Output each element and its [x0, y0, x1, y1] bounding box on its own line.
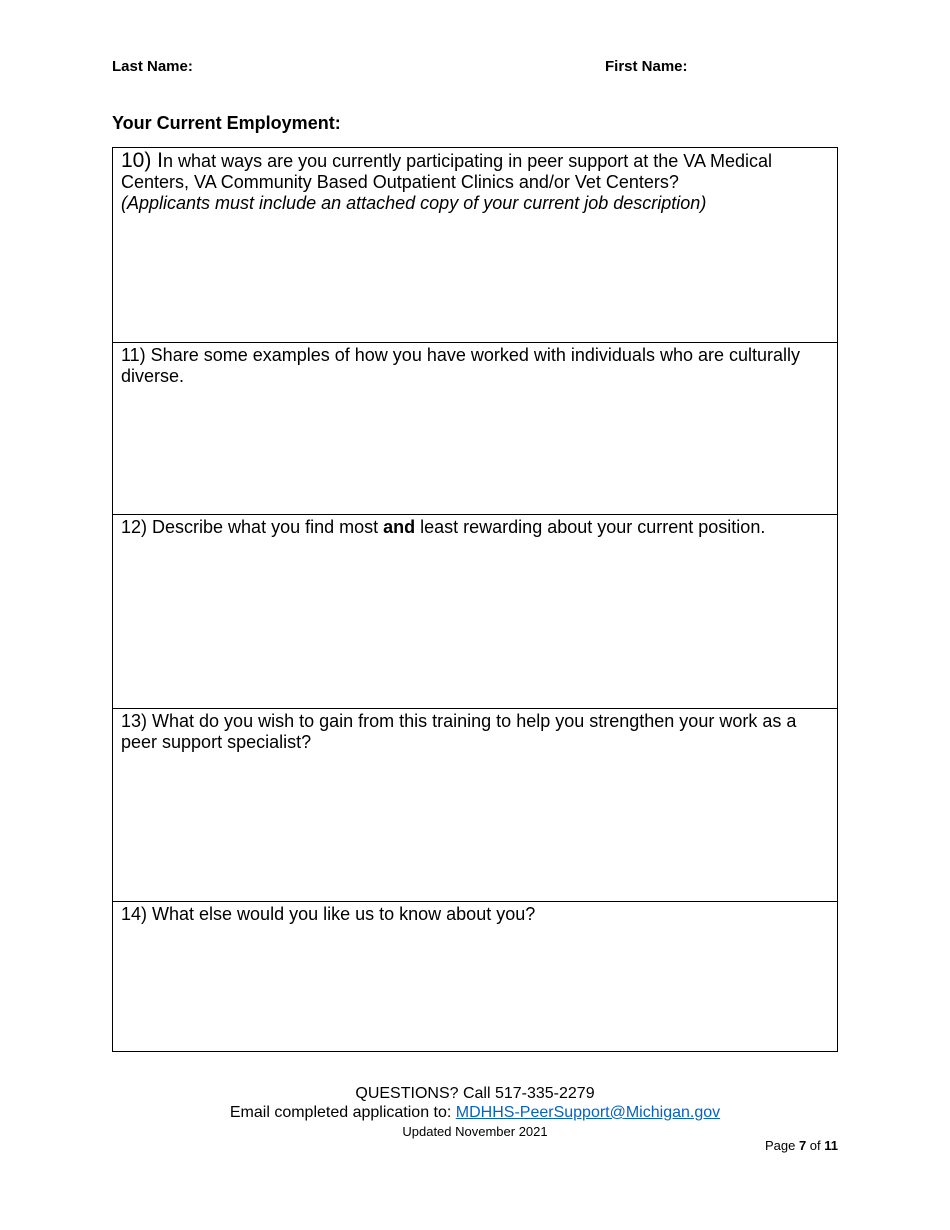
page-total: 11 — [824, 1138, 838, 1153]
email-link[interactable]: MDHHS-PeerSupport@Michigan.gov — [455, 1104, 721, 1121]
question-10-text: n what ways are you currently participating in peer support at the VA Medical Centers, VA Community Based Outpatient Clinics and/or Vet Centers? — [121, 151, 773, 192]
question-12-box[interactable] — [113, 514, 837, 708]
question-10-note: (Applicants must include an attached copy of your current job description) — [121, 193, 707, 213]
page-of: of — [806, 1138, 825, 1153]
first-name-label: First Name: — [605, 58, 688, 75]
question-14-box[interactable] — [113, 901, 837, 1051]
section-title: Your Current Employment: — [112, 113, 341, 133]
question-12-text-bold: and — [383, 517, 416, 537]
question-11-box[interactable] — [113, 342, 837, 514]
last-name-label: Last Name: — [112, 58, 193, 75]
question-10-box[interactable] — [113, 148, 837, 342]
page-current: 7 — [798, 1138, 807, 1153]
question-13-text: 13) What do you wish to gain from this training to help you strengthen your work as a peer support specialist? — [121, 711, 797, 752]
updated-date: Updated November 2021 — [402, 1124, 548, 1139]
question-14-text: 14) What else would you like us to know about you? — [121, 904, 536, 924]
email-prefix: Email completed application to: — [229, 1104, 456, 1121]
questions-phone-line: QUESTIONS? Call 517-335-2279 — [355, 1085, 595, 1102]
question-11-text: 11) Share some examples of how you have worked with individuals who are culturally diverse. — [121, 345, 801, 386]
page-prefix: Page — [764, 1138, 799, 1153]
question-12-text-before: 12) Describe what you find most — [121, 517, 384, 537]
question-12-text-after: least rewarding about your current position. — [415, 517, 766, 537]
email-line — [0, 1104, 950, 1122]
question-13-box[interactable] — [113, 708, 837, 901]
page-number — [765, 1138, 838, 1153]
employment-questions-table — [112, 147, 838, 1052]
question-10-number: 10) I — [121, 149, 164, 172]
